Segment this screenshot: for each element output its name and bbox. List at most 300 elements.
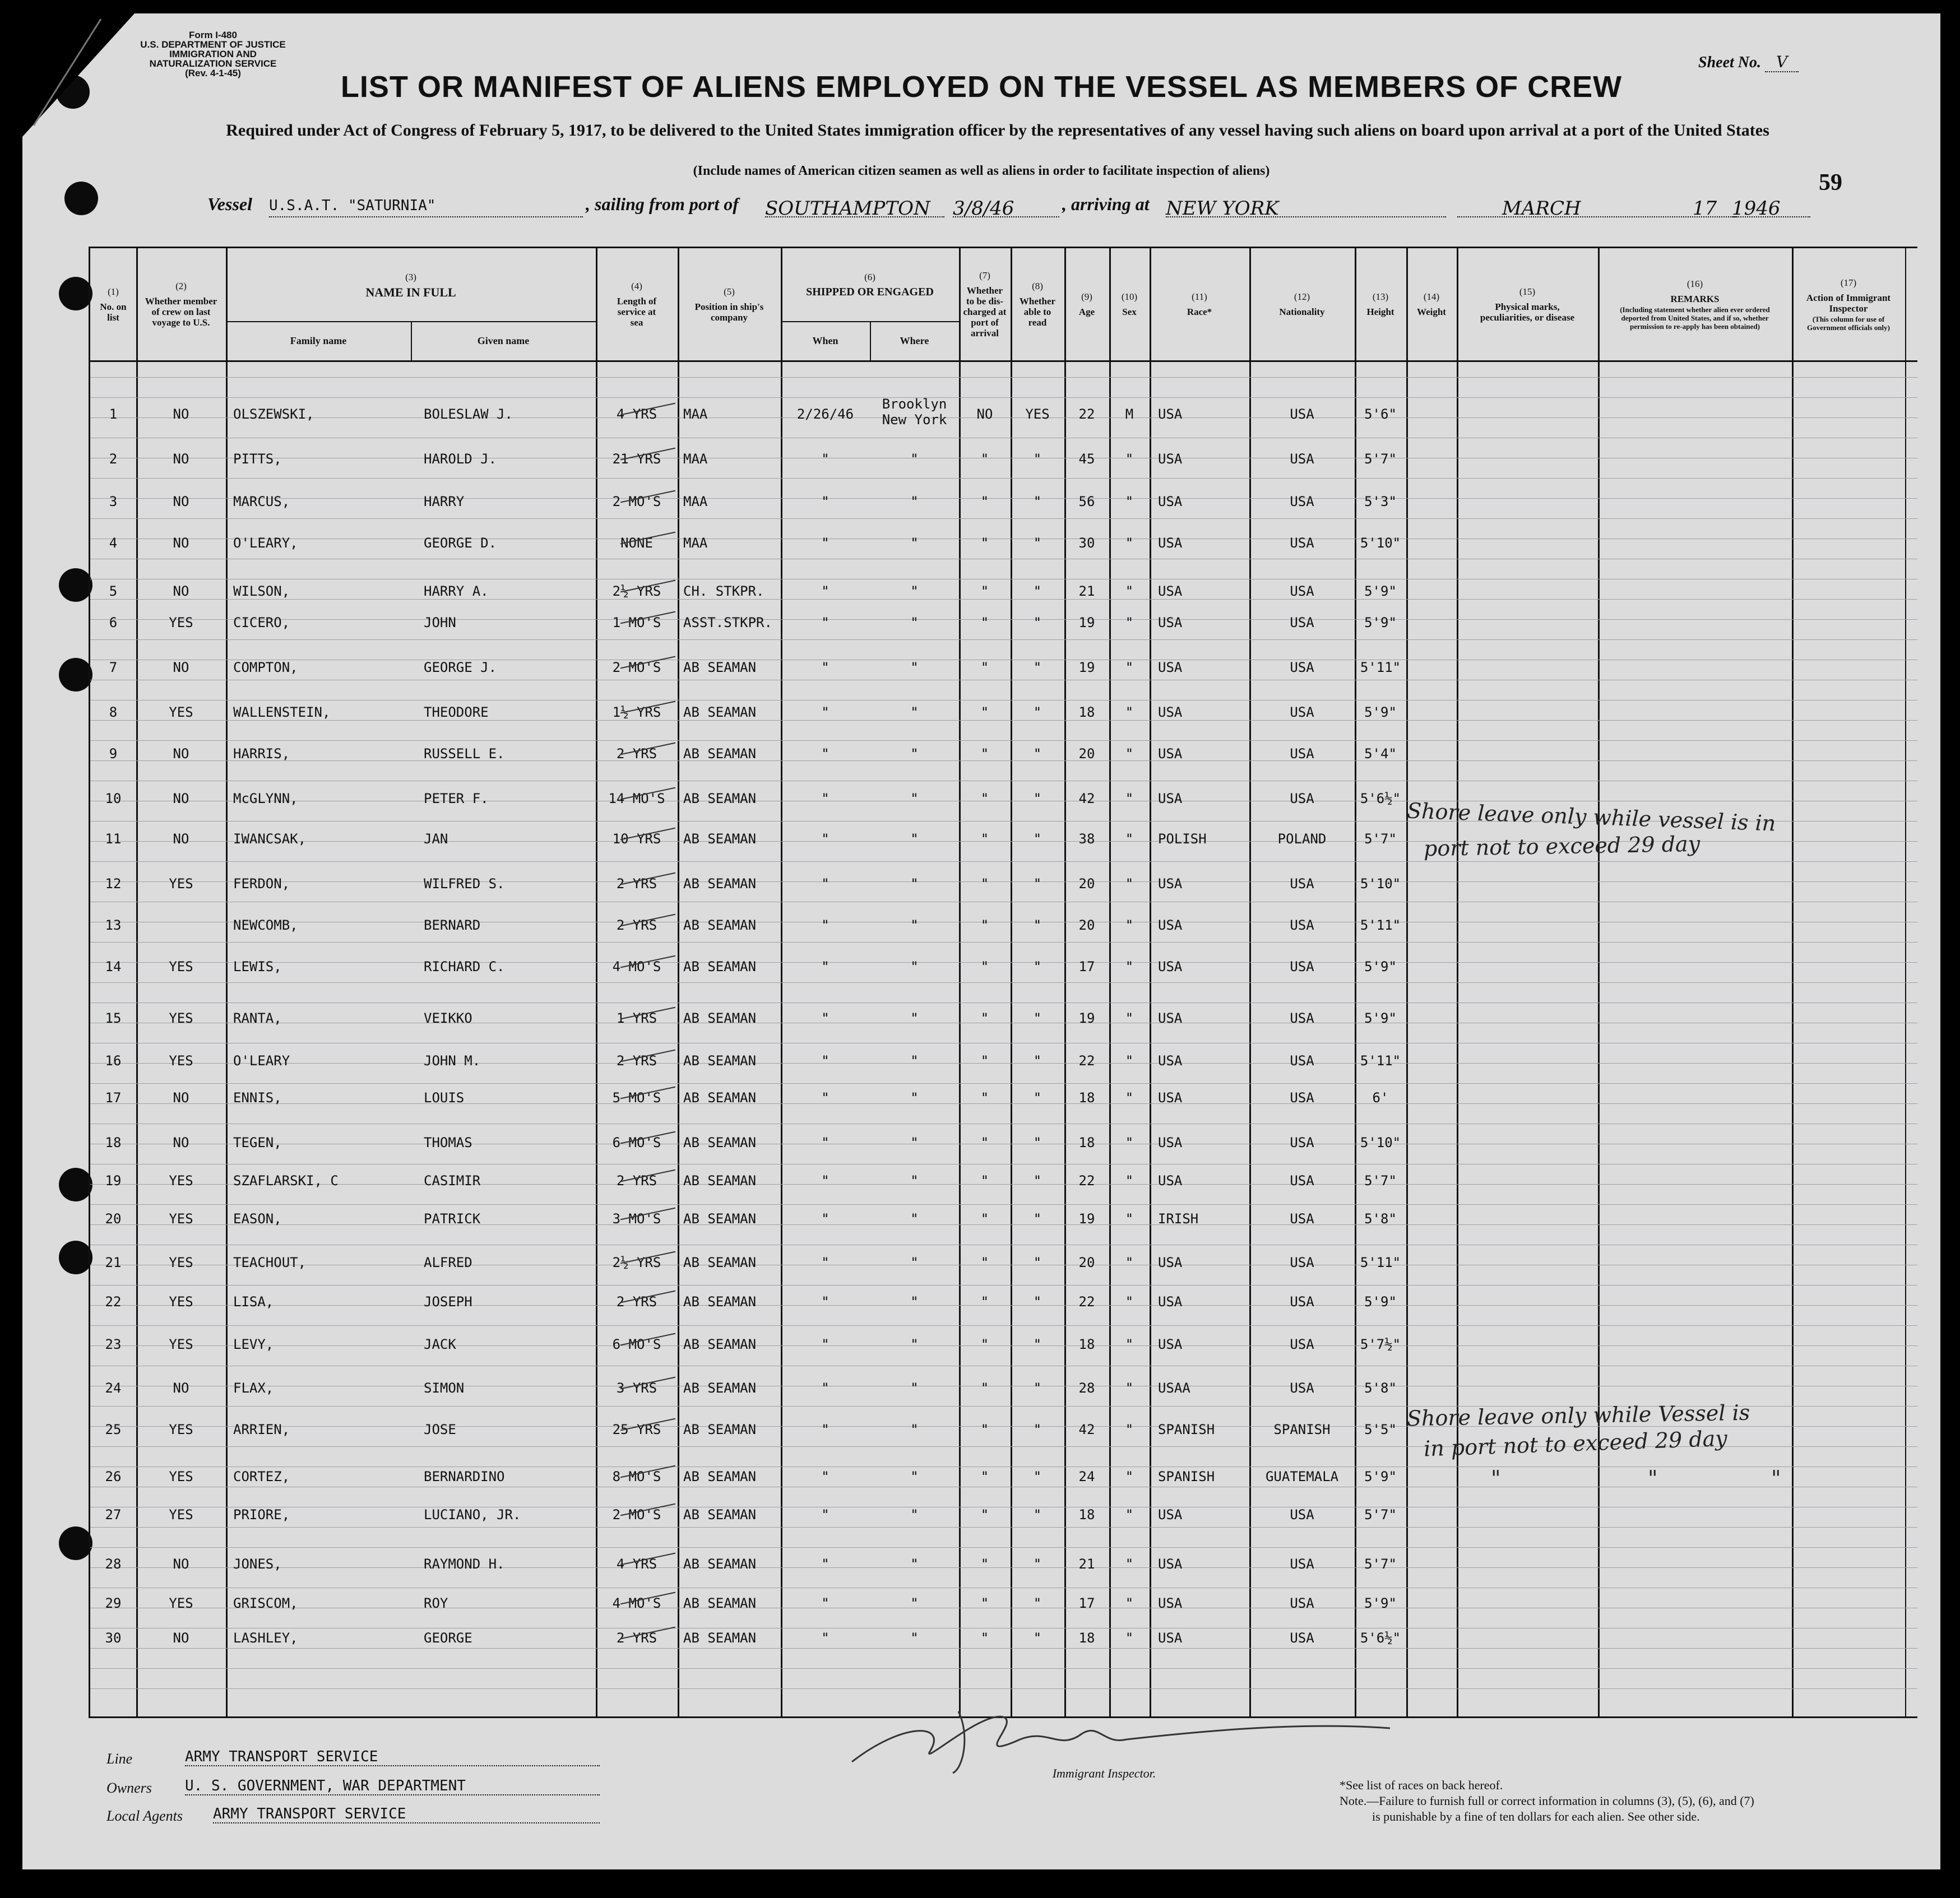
cell-no: 28	[105, 1556, 122, 1572]
cell-nationality: USA	[1290, 959, 1314, 974]
cell-where: "	[910, 1337, 919, 1352]
owners-value: U. S. GOVERNMENT, WAR DEPARTMENT	[185, 1778, 600, 1795]
table-row	[90, 1255, 1917, 1277]
cell-family: COMPTON,	[233, 660, 298, 675]
cell-nationality: USA	[1290, 791, 1314, 806]
cell-prev: NO	[173, 535, 189, 551]
cell-age: 22	[1078, 1053, 1095, 1069]
cell-age: 22	[1078, 406, 1095, 422]
cell-family: IWANCSAK,	[233, 831, 307, 847]
cell-given: RUSSELL E.	[424, 746, 505, 762]
ditto-mark: "	[1491, 1466, 1501, 1491]
cell-age: 17	[1078, 959, 1095, 974]
cell-sex: "	[1125, 1090, 1134, 1106]
table-row	[90, 746, 1917, 768]
cell-family: NEWCOMB,	[233, 917, 298, 933]
cell-prev: NO	[173, 451, 189, 467]
table-row	[90, 494, 1917, 516]
cell-read: "	[1033, 451, 1042, 467]
cell-race: USA	[1158, 876, 1183, 892]
cell-given: THOMAS	[424, 1135, 472, 1150]
cell-service: 4 MO'S	[612, 959, 661, 974]
cell-given: GEORGE D.	[424, 535, 497, 551]
punch-hole	[59, 1526, 92, 1560]
cell-position: MAA	[683, 535, 708, 551]
col-header-height: (13) Height	[1366, 291, 1394, 317]
cell-position: CH. STKPR.	[683, 583, 764, 599]
cell-service: 6 MO'S	[612, 1135, 661, 1150]
cell-height: 5'4"	[1364, 746, 1397, 762]
cell-discharged: "	[980, 660, 989, 675]
cell-given: PETER F.	[424, 791, 489, 806]
cell-race: USA	[1158, 451, 1183, 467]
cell-where: "	[910, 494, 919, 509]
cell-no: 22	[105, 1294, 122, 1310]
cell-race: USA	[1158, 615, 1183, 630]
cell-discharged: "	[980, 746, 989, 762]
cell-where: "	[910, 535, 919, 551]
col-header-race: (11) Race*	[1187, 291, 1212, 317]
col-header-remarks: (16) REMARKS (Including statement whether alien ever ordered deported from United States, and if so, whether permission to re-apply has been obtained)	[1620, 278, 1770, 331]
cell-given: HARRY	[424, 494, 465, 509]
cell-height: 5'8"	[1364, 1380, 1397, 1396]
cell-no: 20	[105, 1211, 122, 1227]
cell-discharged: "	[980, 1173, 989, 1189]
cell-sex: M	[1125, 406, 1134, 422]
cell-when: "	[821, 876, 830, 892]
cell-age: 22	[1078, 1173, 1095, 1189]
arrival-year: 1946	[1732, 197, 1810, 217]
cell-sex: "	[1125, 535, 1134, 551]
cell-read: "	[1033, 791, 1042, 806]
cell-nationality: USA	[1290, 1595, 1314, 1611]
cell-sex: "	[1125, 917, 1134, 933]
cell-where: "	[910, 1211, 919, 1227]
cell-family: PRIORE,	[233, 1507, 290, 1523]
cell-height: 5'9"	[1364, 704, 1397, 720]
cell-read: "	[1033, 831, 1042, 847]
cell-age: 18	[1078, 1337, 1095, 1352]
cell-when: "	[821, 1422, 830, 1437]
table-row	[90, 660, 1917, 682]
cell-when: "	[821, 494, 830, 509]
cell-read: "	[1033, 876, 1042, 892]
cell-race: IRISH	[1158, 1211, 1199, 1227]
cell-prev: YES	[169, 1422, 193, 1437]
cell-service: 1½ YRS	[612, 704, 661, 720]
cell-sex: "	[1125, 1422, 1134, 1437]
cell-discharged: "	[980, 615, 989, 630]
table-row	[90, 876, 1917, 898]
cell-service: 5 MO'S	[612, 1090, 661, 1106]
table-row	[90, 1337, 1917, 1359]
cell-no: 2	[109, 451, 118, 467]
cell-sex: "	[1125, 1630, 1134, 1646]
cell-given: BERNARD	[424, 917, 481, 933]
crew-manifest-table	[89, 247, 1917, 1718]
cell-race: USA	[1158, 1337, 1183, 1352]
cell-race: USA	[1158, 1135, 1183, 1150]
cell-service: 2 YRS	[616, 876, 657, 892]
cell-height: 5'11"	[1360, 1053, 1401, 1069]
cell-service: 2 MO'S	[612, 1507, 661, 1523]
cell-service: 2 MO'S	[612, 660, 661, 675]
cell-race: USA	[1158, 494, 1183, 509]
cell-prev: YES	[169, 1211, 193, 1227]
cell-where: "	[910, 1422, 919, 1437]
cell-position: AB SEAMAN	[683, 831, 757, 847]
cell-service: 1 YRS	[616, 1010, 657, 1026]
cell-family: FLAX,	[233, 1380, 274, 1396]
cell-family: TEACHOUT,	[233, 1255, 307, 1270]
cell-service: 4 MO'S	[612, 1595, 661, 1611]
cell-nationality: USA	[1290, 451, 1314, 467]
table-row	[90, 1630, 1917, 1653]
cell-service: 10 YRS	[612, 831, 661, 847]
cell-when: "	[821, 746, 830, 762]
cell-age: 20	[1078, 917, 1095, 933]
cell-no: 29	[105, 1595, 122, 1611]
cell-height: 5'11"	[1360, 1255, 1401, 1270]
cell-height: 5'9"	[1364, 1010, 1397, 1026]
punch-hole	[59, 277, 92, 310]
table-row	[90, 1380, 1917, 1403]
cell-discharged: "	[980, 831, 989, 847]
col-header-name: (3) NAME IN FULL	[365, 272, 456, 299]
cell-nationality: USA	[1290, 1173, 1314, 1189]
cell-family: ARRIEN,	[233, 1422, 290, 1437]
cell-age: 18	[1078, 1630, 1095, 1646]
col-header-shipped: (6) SHIPPED OR ENGAGED	[806, 272, 934, 298]
arriving-label: , arriving at	[1062, 194, 1150, 214]
document-title: LIST OR MANIFEST OF ALIENS EMPLOYED ON THE VESSEL AS MEMBERS OF CREW	[340, 70, 1623, 104]
line-label: Line	[106, 1751, 133, 1767]
page-number: 59	[1819, 170, 1842, 196]
cell-family: EASON,	[233, 1211, 282, 1227]
cell-no: 3	[109, 494, 118, 509]
cell-sex: "	[1125, 1255, 1134, 1270]
cell-nationality: SPANISH	[1273, 1422, 1331, 1437]
col-header-physical-marks: (15) Physical marks, peculiarities, or disease	[1480, 286, 1575, 323]
cell-prev: YES	[169, 615, 193, 630]
col-header-given-name: Given name	[477, 335, 530, 346]
cell-where: "	[910, 583, 919, 599]
cell-family: O'LEARY	[233, 1053, 290, 1069]
cell-where: "	[910, 1507, 919, 1523]
cell-when: "	[821, 1337, 830, 1352]
cell-nationality: USA	[1290, 704, 1314, 720]
cell-read: "	[1033, 1507, 1042, 1523]
cell-read: "	[1033, 660, 1042, 675]
cell-given: HARRY A.	[424, 583, 489, 599]
cell-position: AB SEAMAN	[683, 1010, 757, 1026]
cell-race: USA	[1158, 583, 1183, 599]
cell-read: "	[1033, 1053, 1042, 1069]
cell-sex: "	[1125, 1053, 1134, 1069]
cell-where: "	[910, 746, 919, 762]
cell-where: "	[910, 1556, 919, 1572]
cell-where: "	[910, 1010, 919, 1026]
cell-where: "	[910, 704, 919, 720]
ditto-mark: "	[1648, 1466, 1658, 1491]
cell-height: 5'9"	[1364, 583, 1397, 599]
cell-nationality: USA	[1290, 876, 1314, 892]
cell-read: "	[1033, 746, 1042, 762]
cell-when: "	[821, 1294, 830, 1310]
cell-service: 14 MO'S	[608, 791, 665, 806]
cell-sex: "	[1125, 959, 1134, 974]
cell-no: 30	[105, 1630, 122, 1646]
cell-age: 56	[1078, 494, 1095, 509]
cell-given: JOSEPH	[424, 1294, 472, 1310]
cell-nationality: USA	[1290, 1010, 1314, 1026]
table-row	[90, 1556, 1917, 1579]
cell-discharged: "	[980, 1630, 989, 1646]
cell-race: USA	[1158, 791, 1183, 806]
cell-discharged: "	[980, 1294, 989, 1310]
cell-prev: YES	[169, 1053, 193, 1069]
races-note: *See list of races on back hereof.	[1340, 1778, 1503, 1792]
cell-height: 5'6½"	[1360, 791, 1401, 806]
cell-no: 8	[109, 704, 118, 720]
cell-height: 5'7"	[1364, 831, 1397, 847]
cell-sex: "	[1125, 1556, 1134, 1572]
ditto-mark: "	[1771, 1466, 1781, 1491]
cell-where: "	[910, 1090, 919, 1106]
cell-race: USA	[1158, 1294, 1183, 1310]
table-row	[90, 1010, 1917, 1033]
cell-where: "	[910, 917, 919, 933]
cell-age: 19	[1078, 1211, 1095, 1227]
cell-read: "	[1033, 1090, 1042, 1106]
cell-when: "	[821, 791, 830, 806]
cell-no: 14	[105, 959, 122, 974]
cell-given: PATRICK	[424, 1211, 481, 1227]
cell-height: 6'	[1372, 1090, 1389, 1106]
cell-discharged: "	[980, 1337, 989, 1352]
footer-notes	[1340, 1778, 1900, 1825]
cell-where: "	[910, 1294, 919, 1310]
cell-height: 5'10"	[1360, 876, 1401, 892]
cell-nationality: USA	[1290, 917, 1314, 933]
cell-given: JOHN	[424, 615, 456, 630]
cell-where: "	[910, 1595, 919, 1611]
cell-sex: "	[1125, 1010, 1134, 1026]
cell-age: 18	[1078, 1507, 1095, 1523]
table-row	[90, 1135, 1917, 1157]
cell-position: MAA	[683, 406, 708, 422]
cell-prev: YES	[169, 1469, 193, 1484]
col-header-read: (8) Whether able to read	[1019, 281, 1056, 328]
cell-read: "	[1033, 583, 1042, 599]
cell-service: 4 YRS	[616, 1556, 657, 1572]
cell-no: 18	[105, 1135, 122, 1150]
cell-where: "	[910, 1380, 919, 1396]
cell-nationality: USA	[1290, 535, 1314, 551]
cell-nationality: USA	[1290, 1507, 1314, 1523]
cell-race: USA	[1158, 1053, 1183, 1069]
departure-port: SOUTHAMPTON	[765, 197, 944, 217]
cell-position: AB SEAMAN	[683, 1090, 757, 1106]
cell-service: 25 YRS	[612, 1422, 661, 1437]
vessel-label: Vessel	[207, 194, 252, 214]
arrival-day: 17	[1693, 197, 1717, 220]
cell-given: VEIKKO	[424, 1010, 472, 1026]
cell-no: 11	[105, 831, 122, 847]
cell-no: 15	[105, 1010, 122, 1026]
sheet-number: Sheet No. V	[1698, 53, 1799, 72]
cell-when: "	[821, 959, 830, 974]
cell-age: 17	[1078, 1595, 1095, 1611]
cell-family: JONES,	[233, 1556, 282, 1572]
cell-service: 2½ YRS	[612, 1255, 661, 1270]
penalty-note: Note.—Failure to furnish full or correct information in columns (3), (5), (6), and (7)	[1340, 1794, 1754, 1808]
cell-position: AB SEAMAN	[683, 1337, 757, 1352]
cell-age: 21	[1078, 583, 1095, 599]
cell-family: ENNIS,	[233, 1090, 282, 1106]
cell-discharged: "	[980, 535, 989, 551]
cell-race: USA	[1158, 704, 1183, 720]
cell-sex: "	[1125, 1469, 1134, 1484]
cell-read: "	[1033, 1294, 1042, 1310]
cell-family: CORTEZ,	[233, 1469, 290, 1484]
cell-family: HARRIS,	[233, 746, 290, 762]
cell-nationality: USA	[1290, 494, 1314, 509]
cell-family: FERDON,	[233, 876, 290, 892]
cell-position: AB SEAMAN	[683, 791, 757, 806]
cell-age: 19	[1078, 1010, 1095, 1026]
cell-family: LASHLEY,	[233, 1630, 298, 1646]
departure-date: 3/8/46	[953, 197, 1059, 217]
cell-service: 3 MO'S	[612, 1211, 661, 1227]
cell-no: 1	[109, 406, 118, 422]
cell-nationality: USA	[1290, 583, 1314, 599]
table-row	[90, 1469, 1917, 1491]
cell-no: 12	[105, 876, 122, 892]
cell-nationality: POLAND	[1277, 831, 1327, 847]
table-row	[90, 1294, 1917, 1316]
cell-when: "	[821, 1173, 830, 1189]
cell-height: 5'9"	[1364, 1294, 1397, 1310]
punch-hole	[59, 1241, 92, 1274]
cell-sex: "	[1125, 1337, 1134, 1352]
cell-discharged: "	[980, 451, 989, 467]
cell-age: 20	[1078, 1255, 1095, 1270]
table-row	[90, 583, 1917, 606]
cell-race: USA	[1158, 1173, 1183, 1189]
cell-height: 5'7"	[1364, 1556, 1397, 1572]
cell-when: "	[821, 1380, 830, 1396]
cell-discharged: "	[980, 791, 989, 806]
cell-age: 19	[1078, 660, 1095, 675]
cell-nationality: USA	[1290, 615, 1314, 630]
cell-prev: NO	[173, 1135, 189, 1150]
col-header-position: (5) Position in ship's company	[694, 286, 764, 323]
cell-given: SIMON	[424, 1380, 465, 1396]
cell-when: "	[821, 1090, 830, 1106]
cell-position: AB SEAMAN	[683, 660, 757, 675]
cell-nationality: USA	[1290, 1294, 1314, 1310]
cell-position: AB SEAMAN	[683, 917, 757, 933]
cell-sex: "	[1125, 876, 1134, 892]
cell-position: AB SEAMAN	[683, 1255, 757, 1270]
cell-no: 16	[105, 1053, 122, 1069]
cell-nationality: USA	[1290, 660, 1314, 675]
cell-discharged: "	[980, 1211, 989, 1227]
col-header-family-name: Family name	[290, 335, 347, 346]
cell-height: 5'7½"	[1360, 1337, 1401, 1352]
cell-given: GEORGE J.	[424, 660, 497, 675]
cell-service: 8 MO'S	[612, 1469, 661, 1484]
cell-read: "	[1033, 1630, 1042, 1646]
cell-read: "	[1033, 1135, 1042, 1150]
cell-position: AB SEAMAN	[683, 1173, 757, 1189]
table-row	[90, 1211, 1917, 1233]
cell-sex: "	[1125, 1380, 1134, 1396]
cell-sex: "	[1125, 1507, 1134, 1523]
punch-hole	[59, 568, 92, 602]
cell-when: "	[821, 1135, 830, 1150]
cell-race: USA	[1158, 1255, 1183, 1270]
cell-no: 9	[109, 746, 118, 762]
cell-no: 21	[105, 1255, 122, 1270]
cell-prev: YES	[169, 876, 193, 892]
cell-race: USAA	[1158, 1380, 1190, 1396]
cell-race: USA	[1158, 660, 1183, 675]
cell-age: 20	[1078, 876, 1095, 892]
cell-age: 19	[1078, 615, 1095, 630]
cell-prev: YES	[169, 959, 193, 974]
cell-service: 2½ YRS	[612, 583, 661, 599]
cell-race: USA	[1158, 1010, 1183, 1026]
table-row	[90, 1090, 1917, 1112]
cell-read: "	[1033, 917, 1042, 933]
table-row	[90, 704, 1917, 727]
cell-where: "	[910, 1255, 919, 1270]
cell-when: "	[821, 704, 830, 720]
cell-where: "	[910, 451, 919, 467]
cell-family: McGLYNN,	[233, 791, 298, 806]
cell-age: 18	[1078, 704, 1095, 720]
sailing-label: , sailing from port of	[586, 194, 739, 214]
cell-height: 5'9"	[1364, 615, 1397, 630]
cell-given: RAYMOND H.	[424, 1556, 505, 1572]
cell-given: ALFRED	[424, 1255, 472, 1270]
cell-read: "	[1033, 1380, 1042, 1396]
cell-position: AB SEAMAN	[683, 959, 757, 974]
cell-nationality: USA	[1290, 1556, 1314, 1572]
cell-service: 2 YRS	[616, 1173, 657, 1189]
cell-when: "	[821, 1556, 830, 1572]
cell-sex: "	[1125, 746, 1134, 762]
cell-sex: "	[1125, 583, 1134, 599]
cell-position: AB SEAMAN	[683, 1469, 757, 1484]
cell-service: 2 MO'S	[612, 494, 661, 509]
cell-where: "	[910, 660, 919, 675]
cell-prev: NO	[173, 831, 189, 847]
cell-height: 5'11"	[1360, 660, 1401, 675]
cell-race: USA	[1158, 1556, 1183, 1572]
cell-discharged: "	[980, 1135, 989, 1150]
cell-height: 5'9"	[1364, 1469, 1397, 1484]
cell-position: AB SEAMAN	[683, 1053, 757, 1069]
cell-age: 42	[1078, 791, 1095, 806]
cell-race: USA	[1158, 535, 1183, 551]
cell-when: "	[821, 535, 830, 551]
cell-prev: NO	[173, 583, 189, 599]
cell-prev: NO	[173, 660, 189, 675]
cell-nationality: USA	[1290, 1053, 1314, 1069]
